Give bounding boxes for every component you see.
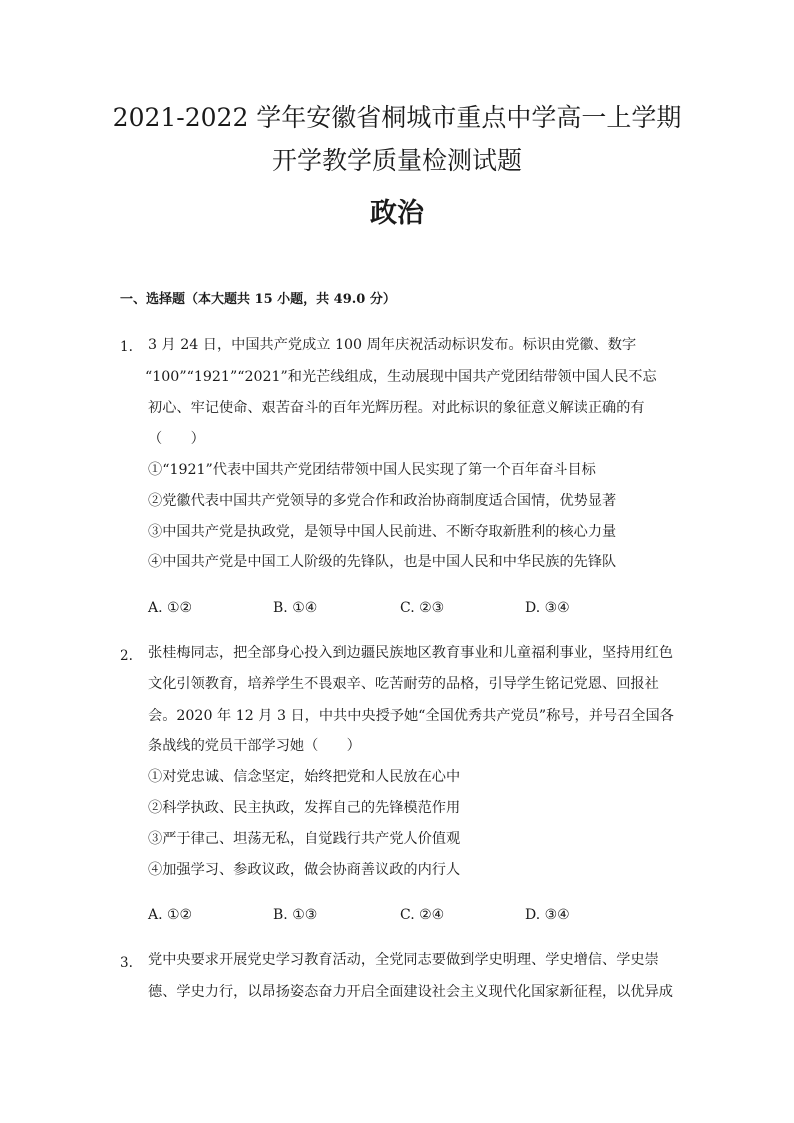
question-stem-line: （ ） — [148, 431, 205, 447]
answer-option-c: C. ②③ — [400, 600, 445, 616]
answer-option-b: B. ①④ — [273, 600, 318, 616]
statement-item: ④中国共产党是中国工人阶级的先锋队，也是中国人民和中华民族的先锋队 — [148, 554, 617, 570]
question-stem-line: 条战线的党员干部学习她（ ） — [148, 738, 361, 754]
question-stem-line: “100”“1921”“2021”和光芒线组成，生动展现中国共产党团结带领中国人民不忘 — [145, 369, 657, 385]
statement-item: ①对党忠诚、信念坚定，始终把党和人民放在心中 — [148, 769, 461, 785]
question-stem-line: 德、学史力行，以昂扬姿态奋力开启全面建设社会主义现代化国家新征程，以优异成 — [148, 984, 673, 1000]
answer-option-a: A. ①② — [148, 907, 193, 923]
statement-item: ①“1921”代表中国共产党团结带领中国人民实现了第一个百年奋斗目标 — [148, 462, 596, 478]
answer-option-d: D. ③④ — [525, 907, 570, 923]
statement-item: ③严于律己、坦荡无私，自觉践行共产党人价值观 — [148, 831, 461, 847]
question-number: 3. — [120, 955, 133, 971]
question-stem-line: 张桂梅同志，把全部身心投入到边疆民族地区教育事业和儿童福利事业，坚持用红色 — [148, 645, 673, 661]
statement-item: ②科学执政、民主执政，发挥自己的先锋模范作用 — [148, 800, 461, 816]
answer-option-a: A. ①② — [148, 600, 193, 616]
answer-option-c: C. ②④ — [400, 907, 445, 923]
subject-title: 政治 — [370, 198, 424, 229]
answer-option-b: B. ①③ — [273, 907, 318, 923]
question-stem-line: 会。2020 年 12 月 3 日，中共中央授予她“全国优秀共产党员”称号，并号召全国各 — [148, 708, 674, 724]
answer-option-d: D. ③④ — [525, 600, 570, 616]
document-title-line-2: 开学教学质量检测试题 — [271, 146, 522, 175]
statement-item: ③中国共产党是执政党，是领导中国人民前进、不断夺取新胜利的核心力量 — [148, 524, 617, 540]
question-stem-line: 文化引领教育，培养学生不畏艰辛、吃苦耐劳的品格，引导学生铭记党恩、回报社 — [148, 676, 659, 692]
question-number: 1. — [120, 339, 133, 355]
question-stem-line: 党中央要求开展党史学习教育活动，全党同志要做到学史明理、学史增信、学史崇 — [148, 952, 659, 968]
statement-item: ④加强学习、参政议政，做会协商善议政的内行人 — [148, 862, 461, 878]
question-stem-line: 3 月 24 日，中国共产党成立 100 周年庆祝活动标识发布。标识由党徽、数字 — [148, 337, 637, 353]
section-heading: 一、选择题（本大题共 15 小题，共 49.0 分） — [120, 292, 396, 307]
statement-item: ②党徽代表中国共产党领导的多党合作和政治协商制度适合国情，优势显著 — [148, 493, 617, 509]
question-stem-line: 初心、牢记使命、艰苦奋斗的百年光辉历程。对此标识的象征意义解读正确的有 — [148, 400, 645, 416]
document-title-line-1: 2021-2022 学年安徽省桐城市重点中学高一上学期 — [112, 103, 682, 132]
question-number: 2. — [120, 648, 133, 664]
